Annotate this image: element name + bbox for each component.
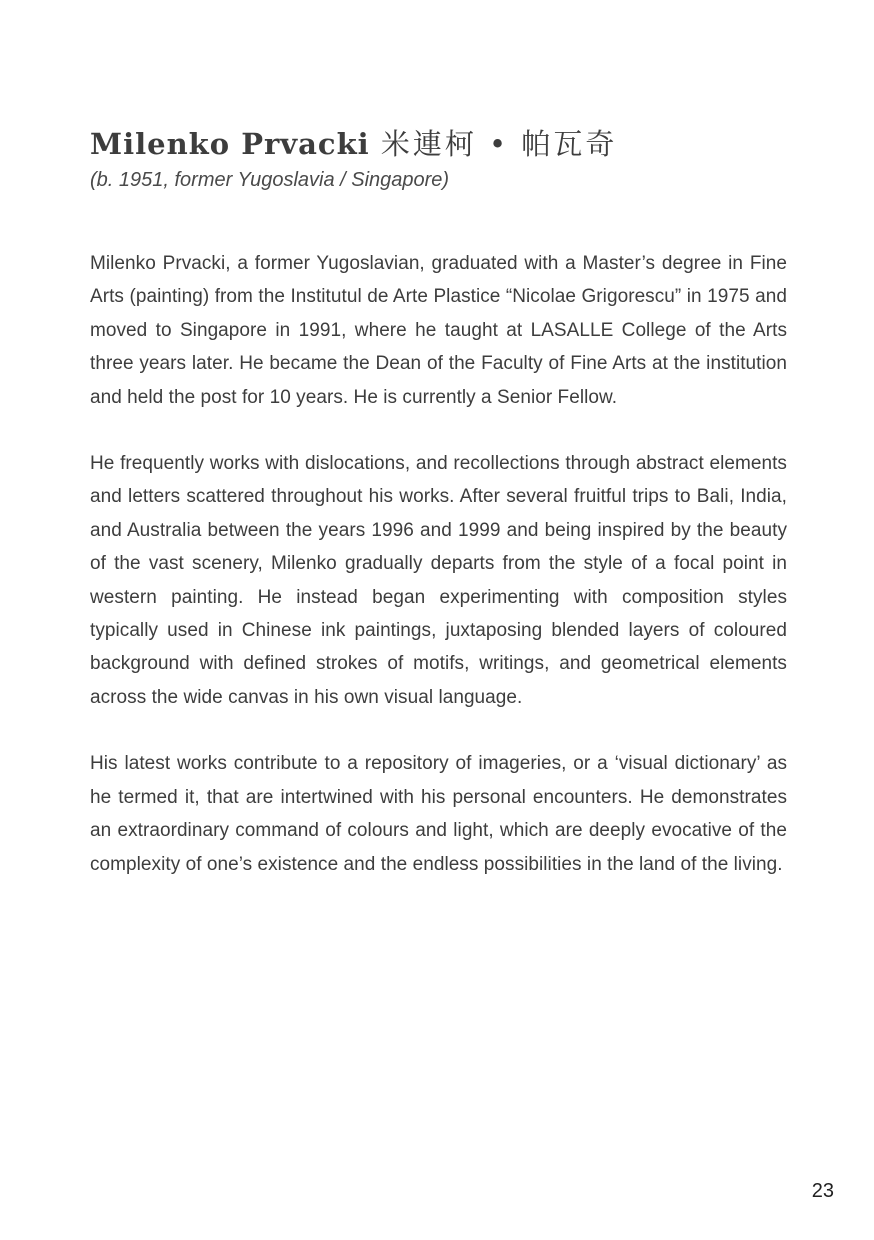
artist-header — [90, 124, 790, 194]
artist-birth-info: (b. 1951, former Yugoslavia / Singapore) — [90, 169, 450, 191]
artist-biography — [90, 247, 787, 914]
artist-name-latin: Milenko Prvacki — [90, 127, 370, 161]
biography-paragraph-1: Milenko Prvacki, a former Yugoslavian, graduated with a Master’s degree in Fine Arts (painting) from the Institutul de Arte Plastice “Nicolae Grigorescu” in 1975 and moved to Singapore in 1991, where he taught at LASALLE College of the Arts three years later. He became the Dean of the Faculty of Fine Arts at the institution and held the post for 10 years. He is currently a Senior Fellow. — [90, 253, 787, 408]
artist-name-title — [90, 124, 790, 164]
artist-name-chinese: 米連柯 • 帕瓦奇 — [380, 127, 618, 161]
biography-paragraph-3: His latest works contribute to a repository of imageries, or a ‘visual dictionary’ as he termed it, that are intertwined with his personal encounters. He demonstrates an extraordinary command of colours and light, which are deeply evocative of the complexity of one’s existence and the endless possibilities in the land of the living. — [90, 753, 787, 875]
page-number: 23 — [811, 1180, 834, 1202]
biography-paragraph-2: He frequently works with dislocations, and recollections through abstract elements and letters scattered throughout his works. After several fruitful trips to Bali, India, and Australia between the years 1996 and 1999 and being inspired by the beauty of the vast scenery, Milenko gradually departs from the style of a focal point in western painting. He instead began experimenting with composition styles typically used in Chinese ink paintings, juxtaposing blended layers of coloured background with defined strokes of motifs, writings, and geometrical elements across the wide canvas in his own visual language. — [90, 453, 787, 708]
